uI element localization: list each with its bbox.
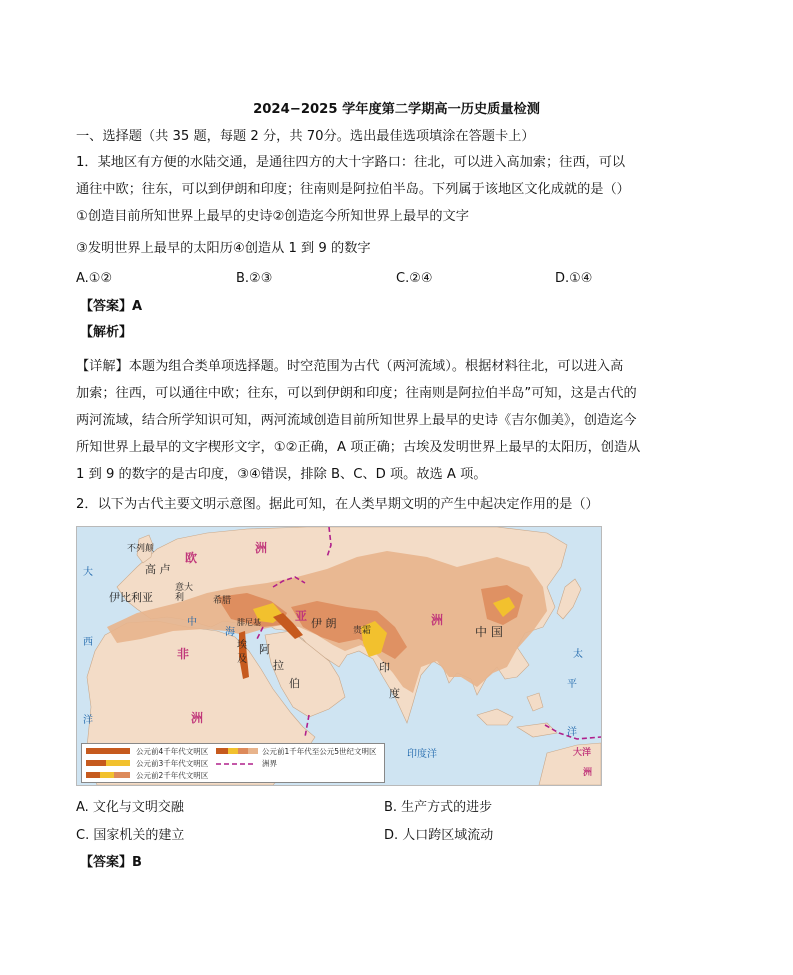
q1-detail-line-2: 加索；往西，可以通往中欧；往东，可以到伊朗和印度；往南则是阿拉伯半岛”可知，这是古代的 <box>76 386 637 401</box>
q2-option-a: A. 文化与文明交融 <box>76 800 184 815</box>
map-label-india-2: 度 <box>389 687 400 700</box>
map-label-med-zhong: 中 <box>187 617 197 628</box>
map-label-asia: 亚 <box>295 609 308 623</box>
map-label-egypt: 埃及 <box>237 640 247 665</box>
q1-detail-line-3: 两河流域，结合所学知识可知，两河流域创造目前所知世界上最早的史诗《吉尔伽美》，创造迄今 <box>76 413 637 428</box>
q1-option-b: B.②③ <box>236 271 273 286</box>
map-label-iberia: 伊比利亚 <box>109 591 153 604</box>
legend-swatch-late-d <box>248 748 258 754</box>
legend-swatch-2k-c <box>114 772 130 778</box>
map-label-gaul: 高 卢 <box>145 563 171 576</box>
map-label-europe: 欧 <box>185 551 198 565</box>
page-title: 2024−2025 学年度第二学期高一历史质量检测 <box>253 102 540 117</box>
q1-analysis-label: 【解析】 <box>80 325 133 340</box>
legend-swatch-2k-a <box>86 772 100 778</box>
q1-option-a: A.①② <box>76 271 113 286</box>
map-label-oceania-1: 大洋 <box>573 748 592 758</box>
map-label-indian-ocean: 印度洋 <box>407 749 437 760</box>
map-label-med-hai: 海 <box>225 627 235 638</box>
map-label-arabia-1: 阿 <box>259 643 270 656</box>
legend-swatch-late-b <box>228 748 238 754</box>
legend-label-boundary: 洲界 <box>262 759 277 768</box>
q2-option-b: B. 生产方式的进步 <box>384 800 493 815</box>
map-label-pacific-1: 太 <box>573 649 583 660</box>
map-label-europe-zhou: 洲 <box>255 541 268 555</box>
map-label-pacific-3: 洋 <box>567 727 577 738</box>
legend-swatch-late-a <box>216 748 228 754</box>
map-label-atlantic-1: 大 <box>83 567 93 578</box>
map-label-iran: 伊 朗 <box>311 617 337 630</box>
map-label-greece: 希腊 <box>213 596 232 606</box>
legend-swatch-3k-a <box>86 760 106 766</box>
q1-detail-line-5: 1 到 9 的数字的是古印度，③④错误，排除 B、C、D 项。故选 A 项。 <box>76 467 487 482</box>
q1-stem-line-4: ③发明世界上最早的太阳历④创造从 1 到 9 的数字 <box>76 241 371 256</box>
map-label-india-1: 印 <box>379 661 390 674</box>
q1-detail-line-1: 【详解】本题为组合类单项选择题。时空范围为古代（两河流域）。根据材料往北，可以进入高 <box>76 359 624 374</box>
section-header: 一、选择题（共 35 题，每题 2 分，共 70分。选出最佳选项填涂在答题卡上） <box>76 129 535 144</box>
map-label-kushan: 贵霜 <box>353 626 372 636</box>
q1-detail-line-4: 所知世界上最早的文字楔形文字，①②正确，A 项正确；古埃及发明世界上最早的太阳历，创造从 <box>76 440 641 455</box>
map-label-africa-zhou: 洲 <box>191 711 204 725</box>
map-label-atlantic-3: 洋 <box>83 715 93 726</box>
q2-option-c: C. 国家机关的建立 <box>76 828 185 843</box>
map-label-africa: 非 <box>177 647 190 661</box>
map-legend <box>81 743 385 783</box>
legend-swatch-4k <box>86 748 130 754</box>
legend-swatch-2k-b <box>100 772 114 778</box>
map-label-pacific-2: 平 <box>567 679 577 690</box>
legend-boundary-line <box>216 761 256 767</box>
q1-stem-line-3: ①创造目前所知世界上最早的史诗②创造迄今所知世界上最早的文字 <box>76 209 469 224</box>
legend-swatch-3k-b <box>106 760 130 766</box>
map-label-oceania-2: 洲 <box>583 768 593 778</box>
legend-label-late: 公元前1千年代至公元5世纪文明区 <box>262 747 377 756</box>
legend-label-2k: 公元前2千年代文明区 <box>136 771 209 780</box>
q1-stem-line-2: 通往中欧；往东，可以到伊朗和印度；往南则是阿拉伯半岛。下列属于该地区文化成就的是（） <box>76 182 630 197</box>
map-label-phoenicia: 腓尼基 <box>237 618 261 627</box>
map-label-arabia-3: 伯 <box>289 677 300 690</box>
map-label-britain: 不列颠 <box>127 544 155 554</box>
q1-option-d: D.①④ <box>555 271 593 286</box>
map-label-asia-zhou: 洲 <box>431 613 444 627</box>
q2-stem: 2．以下为古代主要文明示意图。据此可知，在人类早期文明的产生中起决定作用的是（） <box>76 497 599 512</box>
q1-option-c: C.②④ <box>396 271 433 286</box>
map-label-china: 中 国 <box>475 625 503 639</box>
legend-label-3k: 公元前3千年代文明区 <box>136 759 209 768</box>
q2-option-d: D. 人口跨区域流动 <box>384 828 494 843</box>
map-label-atlantic-2: 西 <box>83 637 93 648</box>
q1-answer: 【答案】A <box>80 299 143 314</box>
map-label-italy: 意大利 <box>175 583 194 603</box>
q2-answer: 【答案】B <box>80 855 142 870</box>
q1-stem-line-1: 1．某地区有方便的水陆交通，是通往四方的大十字路口：往北，可以进入高加索；往西，可以 <box>76 155 626 170</box>
legend-swatch-late-c <box>238 748 248 754</box>
legend-label-4k: 公元前4千年代文明区 <box>136 747 209 756</box>
map-label-arabia-2: 拉 <box>273 659 284 672</box>
ancient-civilizations-map <box>76 526 602 786</box>
